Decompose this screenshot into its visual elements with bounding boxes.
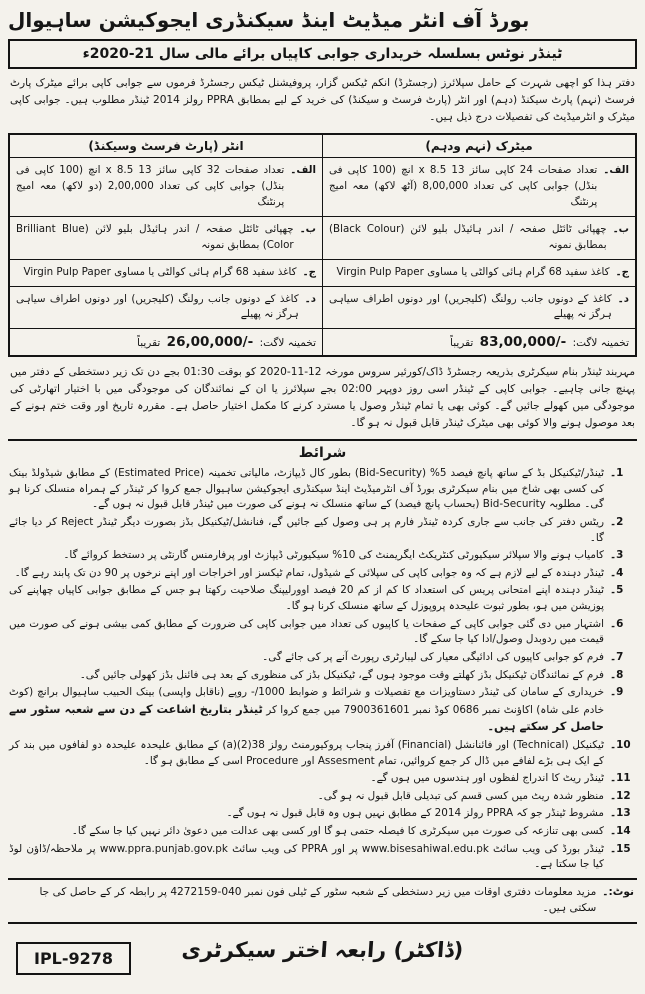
condition-item: [9, 806, 636, 822]
spec-text: تعداد صفحات 32 کاپی سائز 13 x 8.5 انچ (100 کاپی فی بنڈل) جوابی کاپی کی تعداد 2,00,000 (دو لاکھ) معہ امیج پرنٹنگ: [16, 163, 285, 208]
row-letter: د۔: [304, 292, 316, 305]
matric-spec-c: [323, 259, 637, 286]
condition-number: 9۔: [610, 686, 624, 699]
condition-item: [9, 515, 636, 546]
condition-item: [9, 771, 636, 787]
condition-item: [9, 668, 636, 684]
cost-suffix: تقریباً: [450, 337, 474, 350]
condition-text-pre: خریداری کے سامان کی ٹینڈر دستاویزات مع تفصیلات و شرائط و ضوابط 1000/- روپے (ناقابل واپسی) بینک الحبیب ساہیوال برانچ (کوٹ خادم علی شاہ) اکاؤنٹ نمبر 0686 کوڈ نمبر 7900361601 میں جمع کروا کر: [9, 686, 605, 716]
row-letter: ب۔: [299, 222, 316, 235]
row-letter: ب۔: [612, 222, 629, 235]
spec-text: چھپائی ٹائٹل صفحہ / اندر ہائیڈل بلیو لائن (Black Colour) بمطابق نمونہ: [329, 222, 607, 251]
condition-text: فرم کو جوابی کاپیوں کی ادائیگی معیار کی لیبارٹری رپورٹ آنے پر کی جائے گی۔: [262, 650, 604, 663]
condition-number: 11۔: [610, 772, 631, 785]
condition-number: 12۔: [610, 789, 631, 802]
condition-number: 7۔: [610, 650, 624, 663]
condition-number: 8۔: [610, 668, 624, 681]
condition-item: [9, 789, 636, 805]
spec-text: چھپائی ٹائٹل صفحہ / اندر ہائیڈل بلیو لائن (Brilliant Blue Color) بمطابق نمونہ: [16, 222, 294, 251]
cost-amount: 26,00,000/-: [166, 334, 254, 351]
condition-number: 6۔: [610, 617, 624, 630]
row-letter: الف۔: [603, 163, 629, 176]
inter-spec-a: [9, 157, 323, 216]
condition-text: ٹیکنیکل (Technical) اور فائنانشل (Financial) آفرز پنجاب پروکیورمنٹ رولز 38(2)(a) کے مطابق علیحدہ علیحدہ دو لفافوں میں بند کر کے ایک ہی بڑے لفافے میں ڈال کر جمع کروائیں، تمام Assesment اور Procedure اسی کے مطابق ہو گا۔: [9, 738, 604, 767]
row-letter: د۔: [617, 292, 629, 305]
matric-spec-b: [323, 216, 637, 259]
condition-item: [9, 824, 636, 840]
condition-item: [9, 566, 636, 582]
cost-amount: 83,00,000/-: [479, 334, 567, 351]
tender-notice-title-box: [8, 39, 637, 69]
cost-row: [9, 329, 636, 357]
condition-item: [9, 738, 636, 769]
matric-spec-a: [323, 157, 637, 216]
condition-number: 13۔: [610, 807, 631, 820]
condition-number: 1۔: [610, 467, 624, 480]
condition-text: مشروط ٹینڈر جو کہ PPRA رولز 2014 کے مطابق نہیں ہوں وہ قابل قبول نہ ہوں گے۔: [226, 807, 604, 820]
condition-text: ریٹس دفتر کی جانب سے جاری کردہ ٹینڈر فارم پر ہی وصول کیے جائیں گے، فنانشل/ٹیکنیکل بڈز بصورت دیگر ٹینڈر Reject کر دیا جائے گا۔: [9, 516, 604, 544]
spec-text: کاغذ کے دونوں جانب رولنگ (کلیجریں) اور دونوں اطراف سیاہی ہرگز نہ پھیلے: [329, 292, 612, 321]
condition-text: منظور شدہ ریٹ میں کسی قسم کی تبدیلی قابل قبول نہ ہو گی۔: [317, 789, 604, 802]
spec-row-a: [9, 157, 636, 216]
condition-number: 2۔: [610, 516, 624, 529]
inter-column-header: انٹر (پارٹ فرسٹ وسیکنڈ): [9, 134, 323, 158]
row-letter: ج۔: [302, 265, 316, 278]
row-letter: ج۔: [615, 265, 629, 278]
condition-text: ٹینڈر بورڈ کی ویب سائٹ www.bisesahiwal.edu.pk پر اور PPRA کی ویب سائٹ www.ppra.punjab.gov.pk پر ملاحظہ/ڈاؤن لوڈ کیا جا سکتا ہے۔: [9, 842, 604, 871]
conditions-list: [8, 466, 637, 873]
condition-number: 10۔: [610, 738, 631, 751]
condition-number: 15۔: [610, 842, 631, 855]
spec-text: کاغذ سفید 68 گرام ہائی کوالٹی یا مساوی Virgin Pulp Paper: [336, 265, 610, 278]
note-text: مزید معلومات دفتری اوقات میں زیر دستخطی کے شعبہ سٹور کے ٹیلی فون نمبر 040-4272159 پر رابطہ کر کے حاصل کی جا سکتی ہیں۔: [39, 885, 597, 914]
condition-text: اشتہار میں دی گئی جوابی کاپی کے صفحات یا کاپیوں کی تعداد میں جوابی کاپی کی ضرورت کے مطابق کمی بیشی ہونے کی صورت میں قیمت میں ردوبدل وصول/ادا کیا جا سکے گا۔: [9, 617, 604, 646]
conditions-heading: شرائط: [298, 445, 347, 462]
specs-header-row: [9, 134, 636, 158]
matric-estimated-cost: [323, 329, 637, 357]
matric-column-header: میٹرک (نہم ودہم): [323, 134, 637, 158]
condition-number: 5۔: [610, 584, 624, 597]
spec-row-d: [9, 286, 636, 329]
condition-item: [9, 685, 636, 736]
footer: [8, 932, 637, 990]
inter-spec-c: [9, 259, 323, 286]
note-label: نوٹ:۔: [602, 885, 634, 898]
deadline-paragraph: مہربند ٹینڈر بنام سیکرٹری بذریعہ رجسٹرڈ ڈاک/کورئیر سروس مورخہ 12-11-2020 کو بوقت 01:30 بجے دن تک زیر دستخطی کے دفتر میں پہنچ جانی چاہیے۔ جوابی کاپی کے ٹینڈر اسی روز دوپہر 02:00 بجے سپلائرز یا ان کے نمائندگان کی موجودگی میں با اختیار اتھارٹی کی موجودگی میں کھولے جائیں گے۔ کوئی بھی یا تمام ٹینڈر وصول یا مسترد کرنے کا مکمل اختیار حاصل ہے۔ مقررہ تاریخ اور وقت ختم ہونے کے بعد موصول ہونے والا کوئی بھی میٹرک ٹینڈر قابل قبول نہ ہو گا۔: [8, 357, 637, 441]
cost-label: تخمینہ لاگت:: [572, 337, 629, 350]
inter-estimated-cost: [9, 329, 323, 357]
condition-item: [9, 583, 636, 614]
note-row: [8, 878, 637, 924]
page-title: بورڈ آف انٹر میڈیٹ اینڈ سیکنڈری ایجوکیشن ساہیوال: [8, 8, 530, 32]
condition-text: فرم کے نمائندگان ٹیکنیکل بڈز کھلتے وقت موجود ہوں گے، ٹیکنیکل بڈز کی منظوری کے بعد ہی فائنل بڈز کھولی جائیں گی۔: [79, 668, 604, 681]
cost-label: تخمینہ لاگت:: [259, 337, 316, 350]
condition-text: ٹینڈر دہندہ کے لیے لازم ہے کہ وہ جوابی کاپی کی سپلائی کے شیڈول، تمام ٹیکسز اور اخراجات اور اپنے نرخوں پر 90 دن تک پابند رہے گا۔: [14, 566, 604, 579]
tender-notice-title: ٹینڈر نوٹس بسلسلہ خریداری جوابی کاپیاں برائے مالی سال 21-2020ء: [82, 46, 563, 62]
condition-number: 3۔: [610, 549, 624, 562]
condition-text: [9, 685, 604, 736]
specs-table: [8, 133, 637, 358]
ipl-number-box: IPL-9278: [16, 942, 131, 975]
condition-text: کامیاب ہونے والا سپلائر سیکیورٹی کنٹریکٹ ایگریمنٹ کی 10% سیکیورٹی ڈیپازٹ اور پرفارمنس گارنٹی پر دستخط کروائے گا۔: [63, 549, 604, 562]
condition-item: [9, 466, 636, 513]
intro-paragraph: دفتر ہذا کو اچھی شہرت کے حامل سپلائرز (رجسٹرڈ) انکم ٹیکس گزار، پروفیشنل ٹیکس رجسٹرڈ فرموں سے جوابی کاپی برائے میٹرک پارٹ فرسٹ (نہم) پارٹ سیکنڈ (دہم) اور انٹر (پارٹ فرسٹ و سیکنڈ) کی خرید کے لیے بمطابق PPRA رولز 2014 ٹینڈر مطلوب ہیں۔ جوابی کاپی میٹرک و انٹرمیڈیٹ کی تفصیلات درج ذیل ہیں۔: [10, 77, 635, 123]
spec-text: کاغذ سفید 68 گرام ہائی کوالٹی یا مساوی Virgin Pulp Paper: [23, 265, 297, 278]
spec-row-b: [9, 216, 636, 259]
condition-text: کسی بھی تنازعہ کی صورت میں سیکرٹری کا فیصلہ حتمی ہو گا اور کسی بھی عدالت میں دعویٰ دائر نہیں کیا جا سکے گا۔: [71, 824, 604, 837]
spec-row-c: [9, 259, 636, 286]
condition-text: ٹینڈر/ٹیکنیکل بڈ کے ساتھ پانچ فیصد 5% (Bid-Security) بطور کال ڈیپازٹ، مالیاتی تخمینہ (Estimated Price) کے مطابق شیڈولڈ بینک کی کسی بھی شاخ میں بنام سیکرٹری بورڈ آف انٹرمیڈیٹ اینڈ سیکنڈری ایجوکیشن ساہیوال جمع کروا کر ٹینڈر کے ہمراہ منسلک کرنا ہو گی۔ مطلوبہ Bid-Security (بحساب پانچ فیصد) کے ساتھ منسلک نہ ہونے کی صورت میں ٹینڈر قابل قبول نہ ہوں گے۔: [9, 467, 604, 511]
condition-item: [9, 617, 636, 648]
secretary-signature: (ڈاکٹر) رابعہ اختر سیکرٹری: [180, 937, 465, 962]
matric-spec-d: [323, 286, 637, 329]
condition-number: 4۔: [610, 566, 624, 579]
cost-suffix: تقریباً: [137, 337, 161, 350]
inter-spec-d: [9, 286, 323, 329]
condition-text: ٹینڈر ریٹ کا اندراج لفظوں اور ہندسوں میں ہوں گے۔: [370, 772, 604, 785]
condition-item: [9, 548, 636, 564]
spec-text: کاغذ کے دونوں جانب رولنگ (کلیجریں) اور دونوں اطراف سیاہی ہرگز نہ پھیلے: [16, 292, 299, 321]
condition-item: [9, 842, 636, 873]
row-letter: الف۔: [290, 163, 316, 176]
condition-text-bold: ٹینڈر بتاریخ اشاعت کے دن سے شعبہ سٹور سے حاصل کر سکتے ہیں۔: [9, 701, 604, 734]
spec-text: تعداد صفحات 24 کاپی سائز 13 x 8.5 انچ (100 کاپی فی بنڈل) جوابی کاپی کی تعداد 8,00,000 (آٹھ لاکھ) معہ امیج پرنٹنگ: [329, 163, 598, 208]
inter-spec-b: [9, 216, 323, 259]
condition-number: 14۔: [610, 824, 631, 837]
condition-item: [9, 650, 636, 666]
condition-text: ٹینڈر دہندہ اپنے امتحانی پریس کی استعداد کا کم از کم 20 فیصد اوورلیپنگ صلاحیت رکھتا ہو جس کے مطابق جوابی کاپیاں چھاپنے کی پوزیشن میں ہو، بطور ثبوت علیحدہ پروپوزل کے ساتھ منسلک کرنا ہو گا۔: [9, 584, 604, 613]
